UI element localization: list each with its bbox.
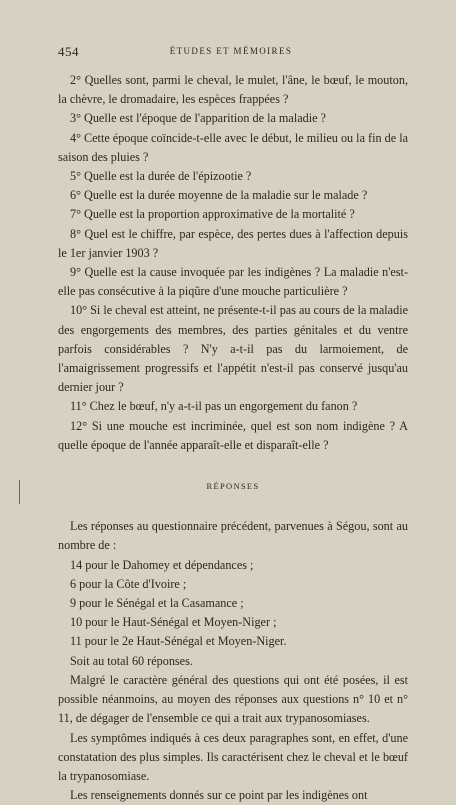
answer-total: Soit au total 60 réponses. xyxy=(70,653,193,668)
question-4: 4° Cette époque coïncide-t-elle avec le début, le milieu ou la fin de la saison des pluies ? xyxy=(58,130,408,164)
section-title: RÉPONSES xyxy=(206,481,260,492)
answer-count-haut-senegal: 10 pour le Haut-Sénégal et Moyen-Niger ; xyxy=(70,615,277,630)
answer-count-senegal: 9 pour le Sénégal et la Casamance ; xyxy=(70,596,244,611)
answers-intro: Les réponses au questionnaire précédent, parvenues à Ségou, sont au nombre de : xyxy=(58,519,408,553)
question-8: 8° Quel est le chiffre, par espèce, des pertes dues à l'affection depuis le 1er janvier 1903 ? xyxy=(58,226,408,260)
page-number: 454 xyxy=(58,44,79,59)
answer-count-cote-divoire: 6 pour la Côte d'Ivoire ; xyxy=(70,576,187,591)
question-2: 2° Quelles sont, parmi le cheval, le mulet, l'âne, le bœuf, le mouton, la chèvre, le dromadaire, les espèces frappées ? xyxy=(58,73,408,107)
answer-count-dahomey: 14 pour le Dahomey et dépendances ; xyxy=(70,557,254,572)
margin-mark xyxy=(19,480,20,504)
answers-paragraph-1: Malgré le caractère général des questions qui ont été posées, il est possible néanmoins, au moyen des réponses aux questions n° 10 et n° 11, de dégager de l'ensemble ce qui a trait aux trypanosomiases. xyxy=(58,672,408,726)
body-text xyxy=(58,71,408,805)
question-6: 6° Quelle est la durée moyenne de la maladie sur le malade ? xyxy=(70,188,368,203)
question-11: 11° Chez le bœuf, n'y a-t-il pas un engorgement du fanon ? xyxy=(70,399,358,414)
answers-paragraph-3: Les renseignements donnés sur ce point par les indigènes ont xyxy=(70,788,368,803)
page-header xyxy=(58,44,404,60)
answer-count-2e-haut-senegal: 11 pour le 2e Haut-Sénégal et Moyen-Niger. xyxy=(70,634,287,649)
question-9: 9° Quelle est la cause invoquée par les indigènes ? La maladie n'est-elle pas consécutive à la piqûre d'une mouche particulière ? xyxy=(58,265,408,299)
question-3: 3° Quelle est l'époque de l'apparition de la maladie ? xyxy=(70,111,326,126)
question-7: 7° Quelle est la proportion approximative de la mortalité ? xyxy=(70,207,355,222)
question-10: 10° Si le cheval est atteint, ne présente-t-il pas au cours de la maladie des engorgements des membres, des parties génitales et du ventre parfois considérables ? N'y a-t-il pas du larmoiement, de l'amaigrissement progressifs et l'appétit n'est-il pas conservé jusqu'au dernier jour ? xyxy=(58,303,408,395)
question-12: 12° Si une mouche est incriminée, quel est son nom indigène ? A quelle époque de l'année apparaît-elle et disparaît-elle ? xyxy=(58,418,408,452)
question-5: 5° Quelle est la durée de l'épizootie ? xyxy=(70,169,252,184)
running-title: ÉTUDES ET MÉMOIRES xyxy=(169,46,293,56)
answers-paragraph-2: Les symptômes indiqués à ces deux paragraphes sont, en effet, d'une constatation des plus simples. Ils caractérisent chez le cheval et le bœuf la trypanosomiase. xyxy=(58,730,408,783)
